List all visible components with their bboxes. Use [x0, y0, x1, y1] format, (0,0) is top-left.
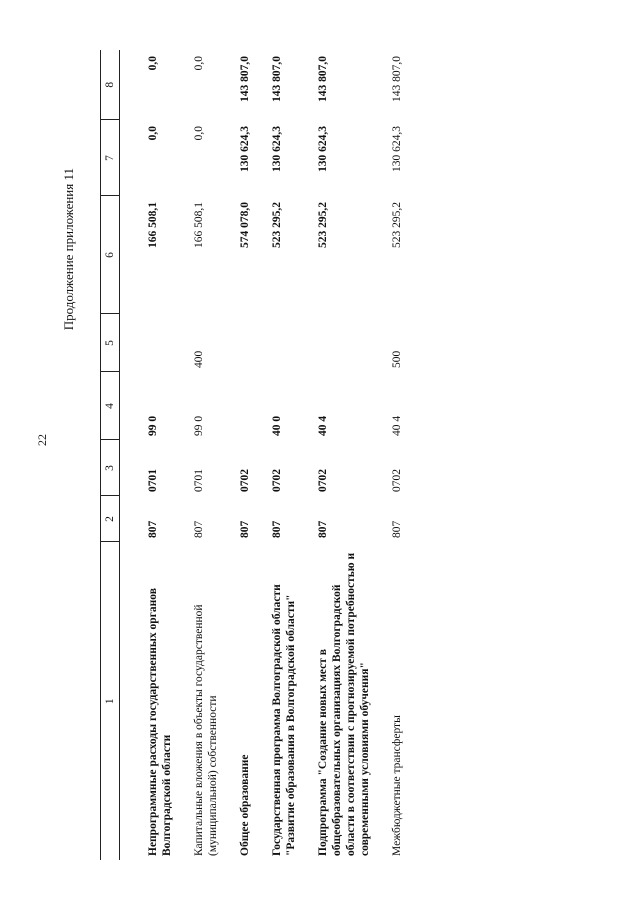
- amount-col-8: 0,0: [193, 56, 205, 71]
- row-title: Межбюджетные трансферты: [391, 715, 403, 856]
- row-title: Государственная программа Волгоградской области "Развитие образования в Волгоградской области": [271, 584, 297, 856]
- table-row: [234, 50, 266, 860]
- amount-col-6: 523 295,2: [271, 202, 283, 248]
- ministry-code: 807: [271, 520, 283, 538]
- row-title: Подпрограмма "Создание новых мест в общеобразовательных организациях Волгоградской области в соответствии с прогнозируемой потребностью и современными условиями обучения": [317, 552, 371, 856]
- amount-col-6: 166 508,1: [193, 202, 205, 248]
- amount-col-8: 0,0: [147, 56, 159, 71]
- table-row: [312, 50, 386, 860]
- ministry-code: 807: [317, 520, 329, 538]
- column-header: 6: [101, 196, 120, 314]
- target-article-code: 99 0: [193, 415, 205, 436]
- target-article-code: 40 4: [317, 415, 329, 436]
- amount-col-7: 130 624,3: [271, 126, 283, 172]
- table-header-row: [101, 50, 120, 860]
- row-title: Непрограммные расходы государственных органов Волгоградской области: [147, 588, 173, 856]
- amount-col-7: 130 624,3: [317, 126, 329, 172]
- amount-col-7: 130 624,3: [239, 126, 251, 172]
- expense-type-code: 400: [193, 350, 205, 368]
- target-article-code: 40 4: [391, 415, 403, 436]
- section-code: 0702: [317, 469, 329, 492]
- appendix-heading: Продолжение приложения 11: [61, 168, 76, 331]
- target-article-code: 40 0: [271, 415, 283, 436]
- ministry-code: 807: [239, 520, 251, 538]
- amount-col-6: 523 295,2: [391, 202, 403, 248]
- expense-type-code: 500: [391, 350, 403, 368]
- page-number: 22: [35, 434, 49, 446]
- amount-col-6: 574 078,0: [239, 202, 251, 248]
- target-article-code: [234, 372, 266, 440]
- amount-col-6: 523 295,2: [317, 202, 329, 248]
- table-row: [188, 50, 234, 860]
- amount-col-8: 143 807,0: [317, 56, 329, 102]
- column-header: 4: [101, 372, 120, 440]
- budget-table: [100, 50, 418, 860]
- column-header: 2: [101, 496, 120, 542]
- section-code: 0701: [147, 469, 159, 492]
- amount-col-7: 0,0: [193, 126, 205, 141]
- row-title: Капитальные вложения в объекты государственной (муниципальной) собственности: [193, 604, 219, 856]
- section-code: 0702: [391, 469, 403, 492]
- column-header: 3: [101, 440, 120, 496]
- expense-type-code: [234, 314, 266, 372]
- ministry-code: 807: [391, 520, 403, 538]
- section-code: 0702: [239, 469, 251, 492]
- amount-col-8: 143 807,0: [271, 56, 283, 102]
- table-row: [120, 50, 189, 860]
- amount-col-7: 130 624,3: [391, 126, 403, 172]
- amount-col-8: 143 807,0: [391, 56, 403, 102]
- ministry-code: 807: [193, 520, 205, 538]
- section-code: 0702: [271, 469, 283, 492]
- ministry-code: 807: [147, 520, 159, 538]
- column-header: 5: [101, 314, 120, 372]
- expense-type-code: [266, 314, 312, 372]
- amount-col-6: 166 508,1: [147, 202, 159, 248]
- column-header: 8: [101, 50, 120, 120]
- column-header: 1: [101, 542, 120, 860]
- section-code: 0701: [193, 469, 205, 492]
- table-row: [266, 50, 312, 860]
- target-article-code: 99 0: [147, 415, 159, 436]
- amount-col-8: 143 807,0: [239, 56, 251, 102]
- table-row: [386, 50, 418, 860]
- amount-col-7: 0,0: [147, 126, 159, 141]
- expense-type-code: [120, 314, 189, 372]
- row-title: Общее образование: [239, 754, 251, 856]
- expense-type-code: [312, 314, 386, 372]
- column-header: 7: [101, 120, 120, 196]
